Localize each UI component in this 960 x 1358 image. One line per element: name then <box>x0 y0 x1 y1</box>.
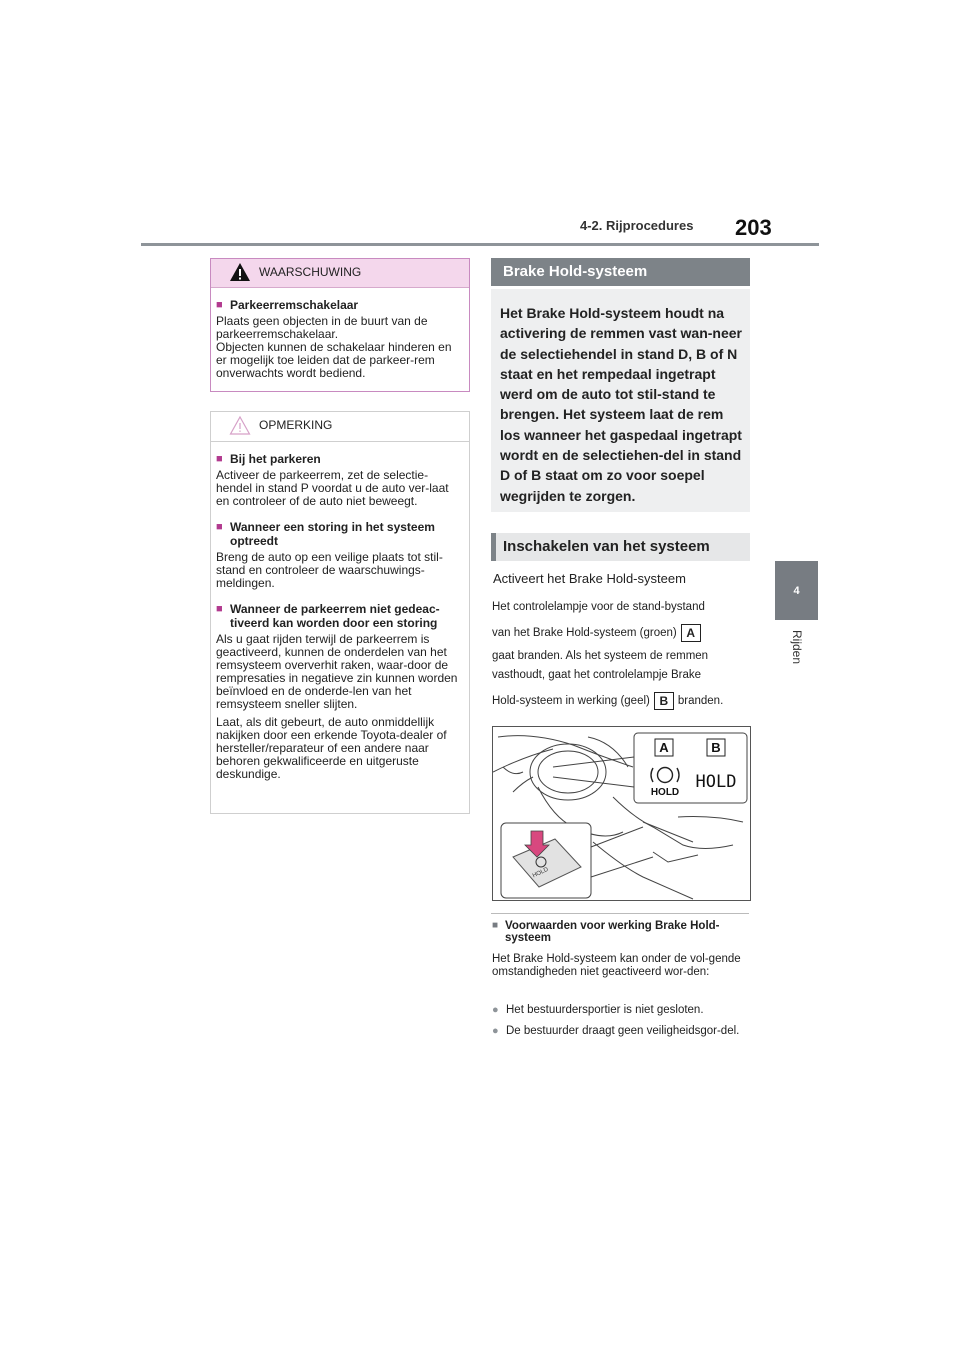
condition-title: ■ Voorwaarden voor werking Brake Hold-systeem <box>492 920 750 944</box>
label-b-badge: B <box>654 692 674 710</box>
condition-text: Het Brake Hold-systeem kan onder de vol-gende omstandigheden niet geactiveerd wor-den: <box>492 953 741 978</box>
warning-triangle-icon <box>229 261 251 283</box>
brake-hold-heading-bar <box>491 258 750 286</box>
notice-item-text: Breng de auto op een veilige plaats tot stil-stand en controleer de waarschuwings-meldingen. <box>216 550 443 590</box>
body-line: vasthoudt, gaat het controlelampje Brake <box>492 669 702 681</box>
body-line-text: branden. <box>677 695 724 708</box>
illus-hold-b: HOLD <box>695 772 737 792</box>
activate-text: Activeert het Brake Hold-systeem <box>493 571 686 586</box>
warning-heading: WAARSCHUWING <box>259 265 362 279</box>
condition-bullet: ● Het bestuurdersportier is niet gesloten. <box>492 1004 750 1017</box>
notice-item-text: Als u gaat rijden terwijl de parkeerrem is geactiveerd, kunnen de onderdelen van het remsysteem oververhit raken, waar-door de rempresaties in negatieve zin kunnen worden beïnvloed en de onderde-len van het remsysteem sneller slijten. <box>216 632 458 711</box>
body-line <box>492 624 752 642</box>
body-line <box>492 692 752 710</box>
illus-label-b: B <box>711 740 721 755</box>
subsection-heading: Inschakelen van het systeem <box>503 538 710 555</box>
warning-item-title: ■ Parkeerremschakelaar <box>216 298 464 312</box>
subsection-heading-bar <box>491 533 750 561</box>
notice-box <box>210 411 470 814</box>
notice-item-title: ■ Wanneer een storing in het systeem optreedt <box>216 520 464 548</box>
warning-header <box>211 259 469 288</box>
notice-item-title: ■ Wanneer de parkeerrem niet gedeac-tiveerd kan worden door een storing <box>216 602 464 630</box>
chapter-label: Rijden <box>790 630 804 665</box>
intro-box <box>491 289 750 512</box>
warning-item-text: Plaats geen objecten in de buurt van de parkeerremschakelaar. <box>216 314 428 341</box>
illus-hold-switch: HOLD <box>531 866 550 880</box>
illus-hold-a: HOLD <box>650 787 680 798</box>
notice-item-text: Laat, als dit gebeurt, de auto onmiddellijk nakijken door een erkende Toyota-dealer of hersteller/reparateur of een andere naar behoren gekwalificeerde en uitgeruste deskundige. <box>216 715 447 781</box>
divider <box>491 913 749 914</box>
body-line: Het controlelampje voor de stand-bystand <box>492 601 705 613</box>
notice-heading: OPMERKING <box>259 418 333 432</box>
header-rule <box>141 243 819 246</box>
hold-switch-illustration <box>492 726 751 901</box>
notice-header <box>211 412 469 442</box>
notice-triangle-icon <box>229 414 251 436</box>
illus-label-a: A <box>659 740 669 755</box>
notice-item-title: ■ Bij het parkeren <box>216 452 464 466</box>
chapter-tab: 4 <box>775 561 818 620</box>
body-line-text: van het Brake Hold-systeem (groen) <box>492 627 677 640</box>
notice-item-text: Activeer de parkeerrem, zet de selectie-hendel in stand P voordat u de auto ver-laat en controleer of de auto niet beweegt. <box>216 468 449 508</box>
warning-item-text: Objecten kunnen de schakelaar hinderen en er mogelijk toe leiden dat de parkeer-rem onverwachts wordt bediend. <box>216 340 452 380</box>
condition-bullet: ● De bestuurder draagt geen veiligheidsgor-del. <box>492 1025 750 1038</box>
intro-text: Het Brake Hold-systeem houdt na activering de remmen vast wan-neer de selectiehendel in stand D, B of N staat en het rempedaal ingetrapt werd om de auto tot stil-stand te brengen. Het systeem laat de rem los wanneer het gaspedaal ingetrapt wordt en de selectiehen-del in stand D of B staat om zo voor soepel wegrijden te zorgen. <box>500 305 742 504</box>
label-a-badge: A <box>681 624 701 642</box>
body-line: gaat branden. Als het systeem de remmen <box>492 650 709 662</box>
warning-box <box>210 258 470 392</box>
dashboard-drawing <box>493 727 750 900</box>
body-line-text: Hold-systeem in werking (geel) <box>492 695 650 708</box>
page-number: 203 <box>735 215 772 240</box>
brake-hold-heading: Brake Hold-systeem <box>503 263 648 280</box>
section-title: 4-2. Rijprocedures <box>580 218 694 233</box>
